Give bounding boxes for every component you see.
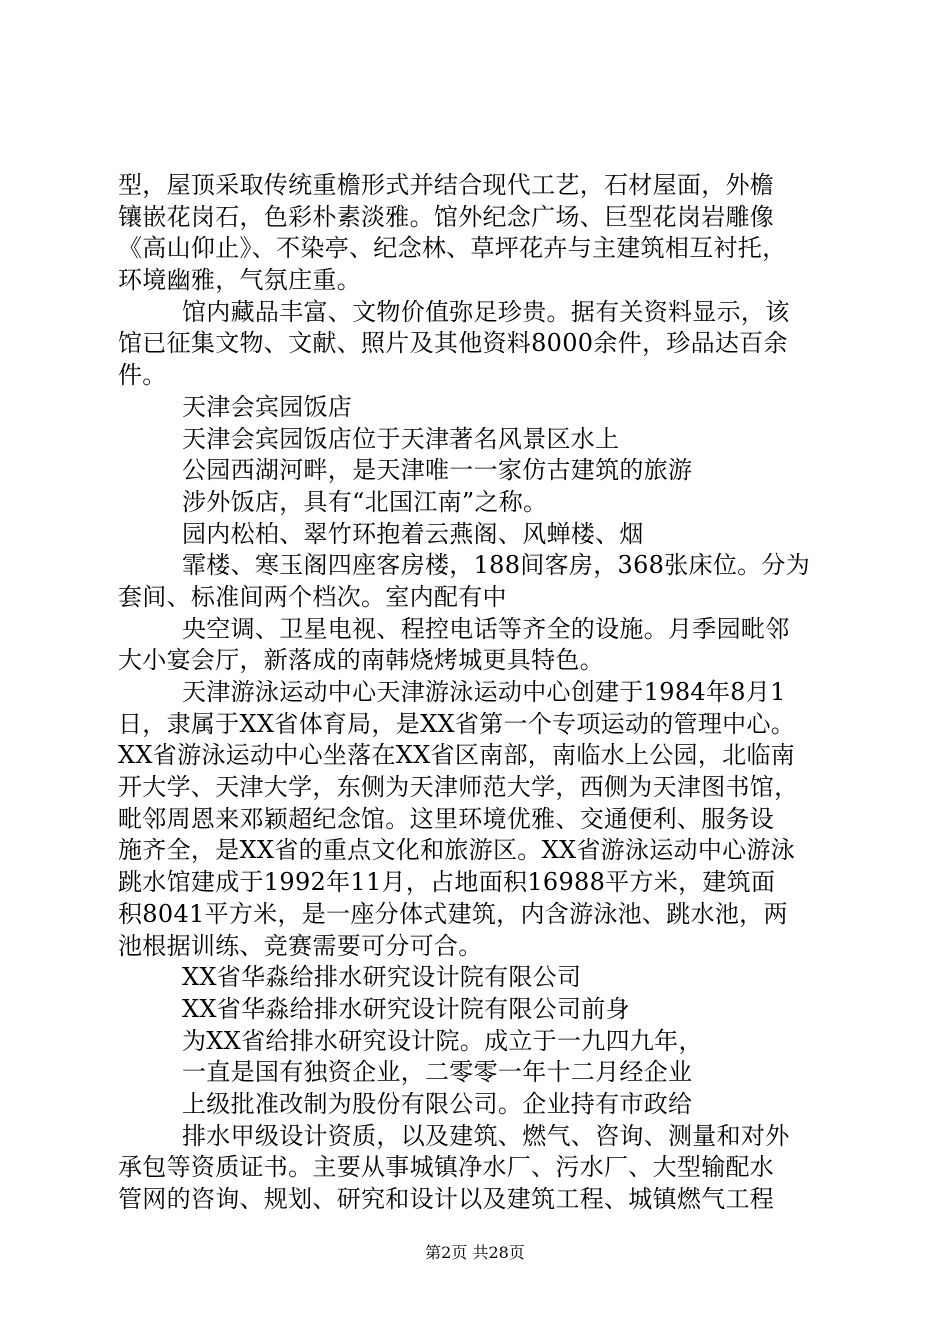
text-line: 承包等资质证书。主要从事城镇净水厂、污水厂、大型输配水 <box>118 1153 775 1182</box>
text-line: 开大学、天津大学，东侧为天津师范大学，西侧为天津图书馆， <box>118 773 799 802</box>
text-line: 公园西湖河畔，是天津唯一一家仿古建筑的旅游 <box>182 456 693 485</box>
text-line: 日，隶属于XX省体育局，是XX省第一个专项运动的管理中心。 <box>118 709 796 738</box>
text-line: 为XX省给排水研究设计院。成立于一九四九年， <box>182 1026 703 1055</box>
document-body <box>118 170 838 1216</box>
text-line: 型，屋顶采取传统重檐形式并结合现代工艺，石材屋面，外檐 <box>118 171 775 199</box>
text-line: 馆已征集文物、文献、照片及其他资料8000余件，珍品达百余 <box>118 329 788 358</box>
text-line: 环境幽雅，气氛庄重。 <box>118 266 361 295</box>
text-line: XX省华淼给排水研究设计院有限公司 <box>182 963 582 992</box>
text-line: 池根据训练、竞赛需要可分可合。 <box>118 931 483 960</box>
text-line: 上级批准改制为股份有限公司。企业持有市政给 <box>182 1089 693 1118</box>
text-line: 馆内藏品丰富、文物价值弥足珍贵。据有关资料显示，该 <box>182 297 790 326</box>
text-line: 毗邻周恩来邓颖超纪念馆。这里环境优雅、交通便利、服务设 <box>118 804 775 833</box>
text-line: 跳水馆建成于1992年11月，占地面积16988平方米，建筑面 <box>118 868 776 897</box>
text-line: 件。 <box>118 361 167 390</box>
text-line: 大小宴会厅，新落成的南韩烧烤城更具特色。 <box>118 646 604 675</box>
text-line: 天津会宾园饭店 <box>182 392 353 421</box>
text-line: 套间、标准间两个档次。室内配有中 <box>118 582 507 611</box>
text-line: 积8041平方米，是一座分体式建筑，内含游泳池、跳水池，两 <box>118 899 788 928</box>
page-number-footer: 第2页 共28页 <box>425 1243 525 1262</box>
text-line: 园内松柏、翠竹环抱着云燕阁、风蝉楼、烟 <box>182 519 644 548</box>
text-line: 镶嵌花岗石，色彩朴素淡雅。馆外纪念广场、巨型花岗岩雕像 <box>118 202 775 231</box>
text-line: 涉外饭店，具有“北国江南”之称。 <box>182 487 548 516</box>
text-line: 施齐全，是XX省的重点文化和旅游区。XX省游泳运动中心游泳 <box>118 836 796 865</box>
text-line: 天津会宾园饭店位于天津著名风景区水上 <box>182 424 620 453</box>
text-line: 管网的咨询、规划、研究和设计以及建筑工程、城镇燃气工程 <box>118 1185 775 1213</box>
text-line: 天津游泳运动中心天津游泳运动中心创建于1984年8月1 <box>182 678 786 706</box>
text-line: XX省游泳运动中心坐落在XX省区南部，南临水上公园，北临南 <box>118 741 796 770</box>
text-line: 一直是国有独资企业，二零零一年十二月经企业 <box>182 1058 693 1087</box>
text-line: 《高山仰止》、不染亭、纪念林、草坪花卉与主建筑相互衬托， <box>118 234 787 263</box>
text-line: 排水甲级设计资质，以及建筑、燃气、咨询、测量和对外 <box>182 1121 790 1150</box>
text-line: 央空调、卫星电视、程控电话等齐全的设施。月季园毗邻 <box>182 614 790 643</box>
text-line: 霏楼、寒玉阁四座客房楼，188间客房，368张床位。分为 <box>182 551 811 580</box>
text-line: XX省华淼给排水研究设计院有限公司前身 <box>182 994 630 1023</box>
